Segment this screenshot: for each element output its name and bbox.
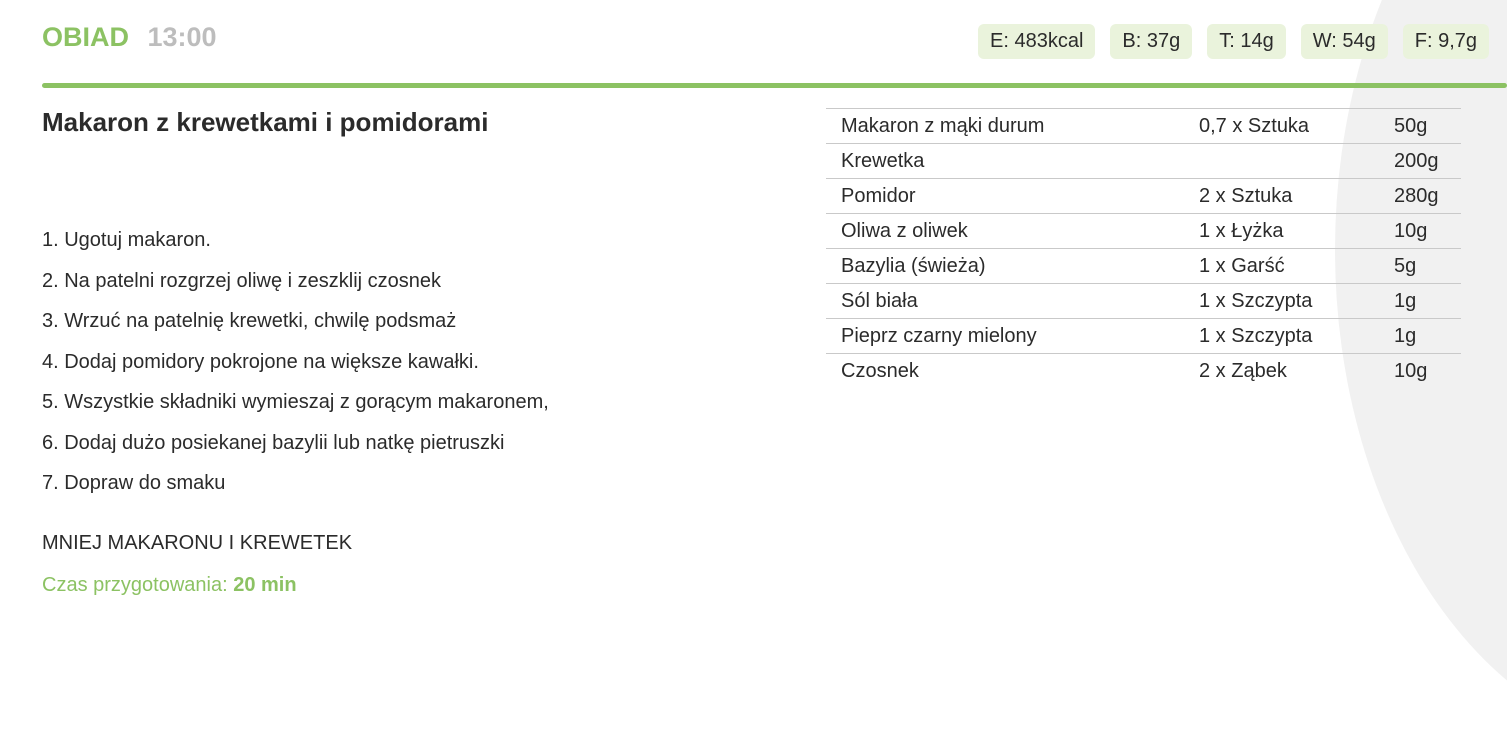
recipe-steps xyxy=(42,224,549,508)
ingredient-quantity: 0,7 x Sztuka xyxy=(1184,109,1379,144)
ingredient-weight: 1g xyxy=(1379,319,1461,354)
prep-time-value: 20 min xyxy=(233,574,297,596)
table-row xyxy=(826,214,1461,249)
meal-label: OBIAD xyxy=(42,22,129,52)
recipe-step: 4. Dodaj pomidory pokrojone na większe kawałki. xyxy=(42,350,479,373)
ingredient-weight: 10g xyxy=(1379,214,1461,249)
recipe-step: 5. Wszystkie składniki wymieszaj z gorącym makaronem, xyxy=(42,391,549,413)
recipe-title: Makaron z krewetkami i pomidorami xyxy=(42,107,489,137)
table-row xyxy=(826,249,1461,284)
ingredient-weight: 1g xyxy=(1379,284,1461,319)
ingredient-weight: 50g xyxy=(1379,109,1461,144)
ingredient-name: Czosnek xyxy=(841,359,919,382)
table-row xyxy=(826,354,1461,389)
energy-badge: E: 483kcal xyxy=(978,24,1095,59)
ingredient-quantity: 1 x Szczypta xyxy=(1184,284,1379,319)
recipe-step: 1. Ugotuj makaron. xyxy=(42,229,211,251)
ingredient-quantity: 1 x Łyżka xyxy=(1184,214,1379,249)
table-row xyxy=(826,144,1461,179)
recipe-step: 2. Na patelni rozgrzej oliwę i zeszklij czosnek xyxy=(42,269,442,292)
ingredients-table xyxy=(826,108,1461,388)
table-row xyxy=(826,109,1461,144)
fat-badge: T: 14g xyxy=(1207,24,1285,59)
ingredient-quantity: 2 x Sztuka xyxy=(1184,179,1379,214)
ingredient-weight: 200g xyxy=(1379,144,1461,179)
recipe-step: 7. Dopraw do smaku xyxy=(42,472,226,494)
ingredient-quantity xyxy=(1184,144,1379,179)
recipe-step: 6. Dodaj dużo posiekanej bazylii lub natkę pietruszki xyxy=(42,431,505,454)
prep-time xyxy=(42,574,297,597)
ingredient-weight: 280g xyxy=(1379,179,1461,214)
ingredient-weight: 5g xyxy=(1379,249,1461,284)
ingredient-name: Krewetka xyxy=(826,144,1184,179)
nutrition-badges xyxy=(978,24,1489,59)
protein-badge: B: 37g xyxy=(1110,24,1192,59)
ingredient-quantity: 2 x Ząbek xyxy=(1199,359,1287,382)
ingredient-quantity: 1 x Szczypta xyxy=(1184,319,1379,354)
header-divider xyxy=(42,83,1507,88)
recipe-step: 3. Wrzuć na patelnię krewetki, chwilę podsmaż xyxy=(42,310,457,332)
ingredient-quantity: 1 x Garść xyxy=(1184,249,1379,284)
ingredient-name: Pieprz czarny mielony xyxy=(826,319,1184,354)
ingredient-name: Pomidor xyxy=(826,179,1184,214)
table-row xyxy=(826,179,1461,214)
table-row xyxy=(826,319,1461,354)
ingredient-name: Makaron z mąki durum xyxy=(826,109,1184,144)
meal-time: 13:00 xyxy=(147,22,217,52)
table-row xyxy=(826,284,1461,319)
prep-time-label: Czas przygotowania: xyxy=(42,574,228,596)
ingredient-name: Bazylia (świeża) xyxy=(826,249,1184,284)
fiber-badge: F: 9,7g xyxy=(1403,24,1489,59)
ingredient-name: Sól biała xyxy=(826,284,1184,319)
carbs-badge: W: 54g xyxy=(1301,24,1388,59)
meal-header xyxy=(42,22,217,53)
variant-note: MNIEJ MAKARONU I KREWETEK xyxy=(42,532,353,554)
ingredient-name: Oliwa z oliwek xyxy=(826,214,1184,249)
ingredient-weight: 10g xyxy=(1394,359,1428,382)
